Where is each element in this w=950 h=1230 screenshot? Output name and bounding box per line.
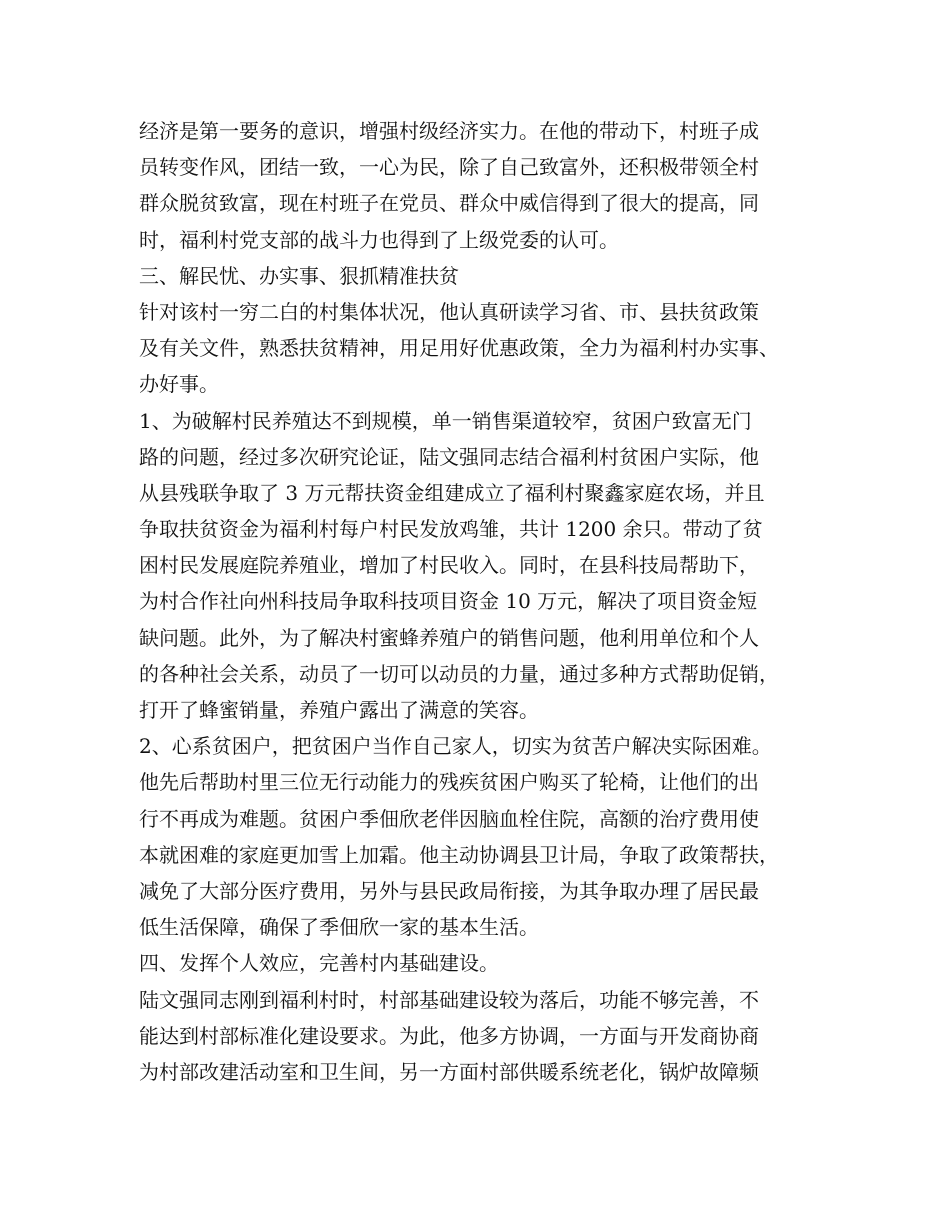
text-line-8: 办好事。: [139, 372, 219, 397]
text-line-21: 本就困难的家庭更加雪上加霜。他主动协调县卫计局，争取了政策帮扶，: [139, 842, 779, 867]
text-line-19: 他先后帮助村里三位无行动能力的残疾贫困户购买了轮椅，让他们的出: [139, 770, 759, 795]
text-line-12: 争取扶贫资金为福利村每户村民发放鸡雏，共计 1200 余只。带动了贫: [139, 517, 763, 542]
section-heading-3: 三、解民忧、办实事、狠抓精准扶贫: [139, 263, 459, 288]
text-line-23: 低生活保障，确保了季佃欣一家的基本生活。: [139, 915, 539, 940]
text-line-27: 为村部改建活动室和卫生间，另一方面村部供暖系统老化，锅炉故障频: [139, 1059, 759, 1084]
text-line-3: 群众脱贫致富，现在村班子在党员、群众中威信得到了很大的提高，同: [139, 191, 759, 216]
section-heading-4: 四、发挥个人效应，完善村内基础建设。: [139, 951, 499, 976]
text-line-14: 为村合作社向州科技局争取科技项目资金 10 万元，解决了项目资金短: [139, 589, 758, 614]
text-line-25: 陆文强同志刚到福利村时，村部基础建设较为落后，功能不够完善，不: [139, 987, 759, 1012]
text-line-18: 2、心系贫困户，把贫困户当作自己家人，切实为贫苦户解决实际困难。: [139, 734, 772, 759]
text-line-13: 困村民发展庭院养殖业，增加了村民收入。同时，在县科技局帮助下，: [139, 553, 759, 578]
text-line-4: 时，福利村党支部的战斗力也得到了上级党委的认可。: [139, 227, 619, 252]
text-line-11: 从县残联争取了 3 万元帮扶资金组建成立了福利村聚鑫家庭农场，并且: [139, 480, 765, 505]
text-line-7: 及有关文件，熟悉扶贫精神，用足用好优惠政策，全力为福利村办实事、: [139, 336, 779, 361]
document-body: [139, 113, 819, 1090]
text-line-22: 减免了大部分医疗费用，另外与县民政局衔接，为其争取办理了居民最: [139, 878, 759, 903]
text-line-9: 1、为破解村民养殖达不到规模，单一销售渠道较窄，贫困户致富无门: [139, 408, 752, 433]
text-line-2: 员转变作风，团结一致，一心为民，除了自己致富外，还积极带领全村: [139, 155, 759, 180]
text-line-26: 能达到村部标准化建设要求。为此，他多方协调，一方面与开发商协商: [139, 1023, 759, 1048]
text-line-17: 打开了蜂蜜销量，养殖户露出了满意的笑容。: [139, 698, 539, 722]
text-line-1: 经济是第一要务的意识，增强村级经济实力。在他的带动下，村班子成: [139, 119, 759, 143]
text-line-16: 的各种社会关系，动员了一切可以动员的力量，通过多种方式帮助促销，: [139, 661, 779, 686]
text-line-15: 缺问题。此外，为了解决村蜜蜂养殖户的销售问题，他利用单位和个人: [139, 625, 759, 650]
text-line-20: 行不再成为难题。贫困户季佃欣老伴因脑血栓住院，高额的治疗费用使: [139, 806, 759, 831]
text-line-10: 路的问题，经过多次研究论证，陆文强同志结合福利村贫困户实际，他: [139, 444, 759, 469]
text-line-6: 针对该村一穷二白的村集体状况，他认真研读学习省、市、县扶贫政策: [139, 299, 759, 324]
